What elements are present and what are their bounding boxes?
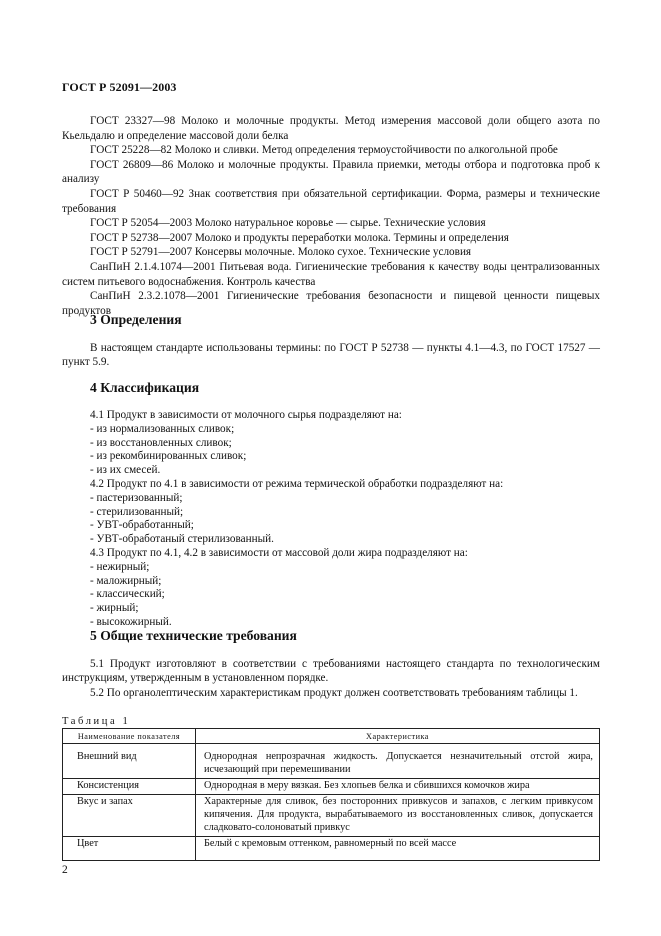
reference-item: ГОСТ 26809—86 Молоко и молочные продукты. Правила приемки, методы отбора и подготовка проб к анализу	[62, 158, 600, 186]
column-header-characteristic: Характеристика	[196, 729, 600, 744]
clause-4-2: 4.2 Продукт по 4.1 в зависимости от режима термической обработки подразделяют на:	[90, 477, 504, 490]
list-item: - УВТ-обработанный;	[90, 519, 194, 532]
column-header-name: Наименование показателя	[63, 729, 196, 744]
list-item: - классический;	[90, 588, 165, 601]
indicator-name: Внешний вид	[63, 744, 196, 779]
reference-item: ГОСТ Р 52054—2003 Молоко натуральное коровье — сырье. Технические условия	[90, 217, 486, 230]
list-item: - жирный;	[90, 602, 139, 615]
list-item: - из их смесей.	[90, 464, 161, 477]
reference-item: ГОСТ Р 52738—2007 Молоко и продукты переработки молока. Термины и определения	[90, 231, 509, 244]
list-item: - высокожирный.	[90, 615, 172, 628]
table-header-row	[63, 729, 600, 744]
table-row	[63, 795, 600, 837]
reference-item: СанПиН 2.1.4.1074—2001 Питьевая вода. Гигиенические требования к качеству воды централизованных систем питьевого водоснабжения. Контроль качества	[62, 260, 600, 288]
list-item: - маложирный;	[90, 574, 162, 587]
indicator-characteristic: Белый с кремовым оттенком, равномерный по всей массе	[196, 837, 600, 861]
table-caption: Таблица 1	[62, 716, 131, 727]
indicator-name: Цвет	[63, 837, 196, 861]
indicator-characteristic: Однородная непрозрачная жидкость. Допускается незначительный отстой жира, исчезающий при перемешивании	[196, 744, 600, 779]
reference-item: ГОСТ Р 52791—2007 Консервы молочные. Молоко сухое. Технические условия	[90, 246, 472, 259]
page-number: 2	[62, 864, 68, 876]
list-item: - пастеризованный;	[90, 491, 183, 504]
table-row	[63, 744, 600, 779]
organoleptic-table	[62, 728, 600, 861]
table-row	[63, 779, 600, 795]
list-item: - нежирный;	[90, 560, 150, 573]
section-3-text-block	[62, 341, 600, 370]
indicator-name: Вкус и запах	[63, 795, 196, 837]
clause-4-3: 4.3 Продукт по 4.1, 4.2 в зависимости от массовой доли жира подразделяют на:	[90, 546, 468, 559]
clause-5-1: 5.1 Продукт изготовляют в соответствии с требованиями настоящего стандарта по технологическим инструкциям, утвержденным в установленном порядке.	[62, 658, 600, 685]
section-3-text: В настоящем стандарте использованы термины: по ГОСТ Р 52738 — пункты 4.1—4.3, по ГОСТ 17527 — пункт 5.9.	[62, 342, 600, 369]
list-item: - из восстановленных сливок;	[90, 436, 232, 449]
section-3-title: 3 Определения	[90, 312, 182, 327]
references-list	[62, 114, 600, 318]
reference-item: ГОСТ 25228—82 Молоко и сливки. Метод определения термоустойчивости по алкогольной пробе	[90, 144, 558, 157]
list-item: - из нормализованных сливок;	[90, 422, 235, 435]
clause-4-1: 4.1 Продукт в зависимости от молочного сырья подразделяют на:	[90, 409, 402, 421]
reference-item: СанПиН 2.3.2.1078—2001 Гигиенические требования безопасности и пищевой ценности пищевых продуктов	[62, 290, 600, 317]
list-item: - стерилизованный;	[90, 505, 184, 518]
list-item: - УВТ-обработаный стерилизованный.	[90, 533, 274, 546]
section-5-title: 5 Общие технические требования	[90, 628, 297, 643]
section-4-title: 4 Классификация	[90, 380, 200, 395]
section-4-content	[90, 409, 600, 630]
section-5-text-block	[62, 657, 600, 700]
indicator-characteristic: Однородная в меру вязкая. Без хлопьев белка и сбившихся комочков жира	[196, 779, 600, 795]
list-item: - из рекомбинированных сливок;	[90, 450, 247, 463]
indicator-characteristic: Характерные для сливок, без посторонних привкусов и запахов, с легким привкусом кипячения. Для продукта, вырабатываемого из восстановленных сливок, допускается сладковато-солоноватый привкус	[196, 795, 600, 837]
indicator-name: Консистенция	[63, 779, 196, 795]
reference-item: ГОСТ 23327—98 Молоко и молочные продукты. Метод измерения массовой доли общего азота по Кьельдалю и определение массовой доли белка	[62, 115, 600, 142]
table-row	[63, 837, 600, 861]
document-header: ГОСТ Р 52091—2003	[62, 80, 177, 94]
reference-item: ГОСТ Р 50460—92 Знак соответствия при обязательной сертификации. Форма, размеры и технические требования	[62, 187, 600, 215]
clause-5-2: 5.2 По органолептическим характеристикам продукт должен соответствовать требованиям таблицы 1.	[90, 686, 578, 699]
